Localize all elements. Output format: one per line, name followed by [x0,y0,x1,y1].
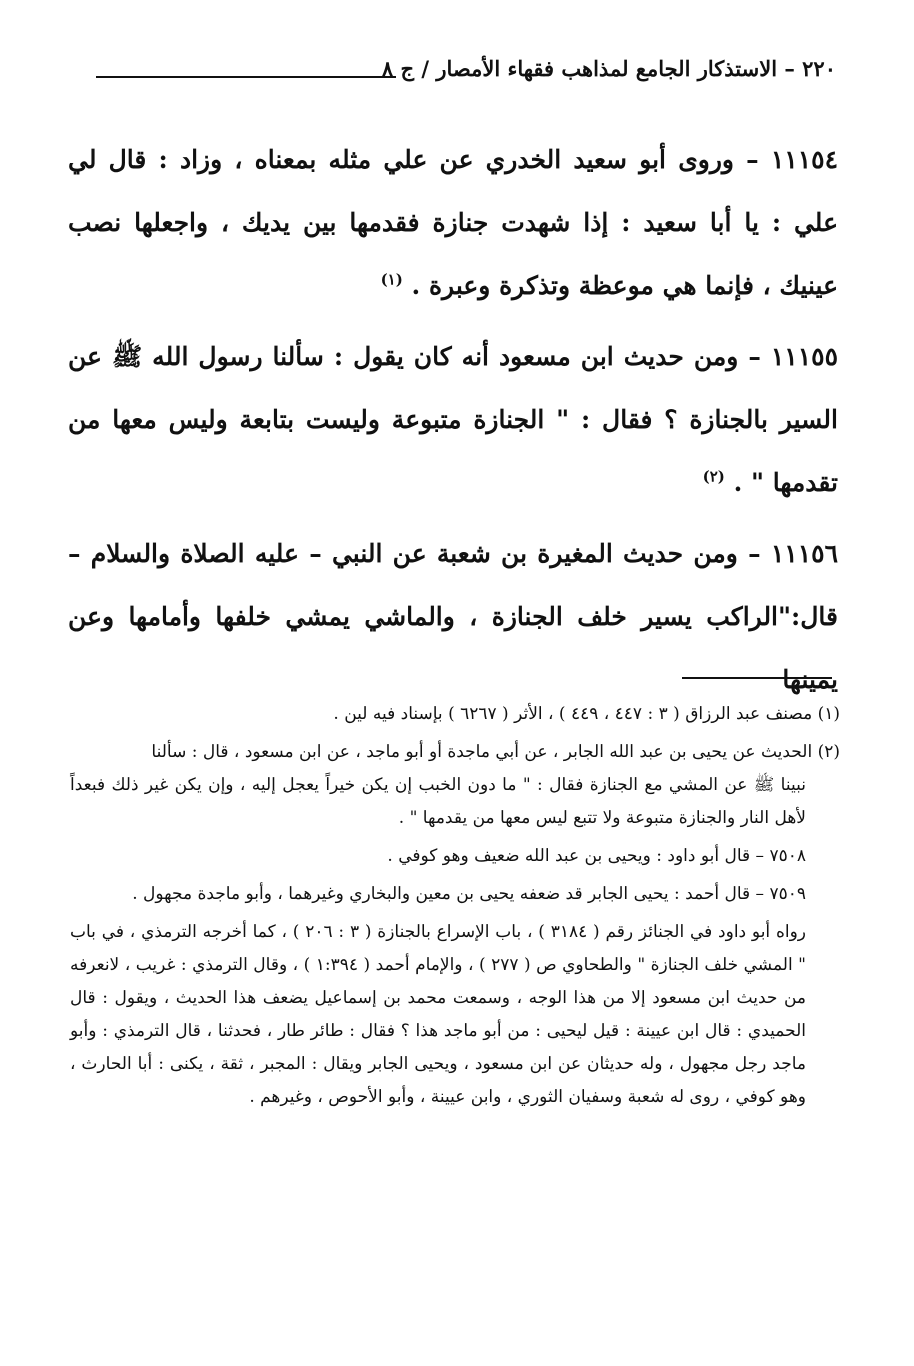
paragraph-11155 [68,325,838,514]
footnote-ref[interactable]: (٢) [702,467,725,486]
main-text [68,128,838,719]
footnote-separator [682,677,832,679]
paragraph-text: – ومن حديث ابن مسعود أنه كان يقول : سألنا رسول الله ﷺ عن السير بالجنازة ؟ فقال : " الجنازة متبوعة وليست بتابعة وليس معها من تقدمها " . [68,342,838,497]
paragraph-number: ١١١٥٥ [770,342,838,371]
footnote-1: (١) مصنف عبد الرزاق ( ٣ : ٤٤٧ ، ٤٤٩ ) ، الأثر ( ٦٢٦٧ ) بإسناد فيه لين . [333,704,840,724]
footnote-2-head: (٢) الحديث عن يحيى بن عبد الله الجابر ، عن أبي ماجدة أو أبو ماجد ، عن ابن مسعود ، قال : سألنا [151,742,840,762]
paragraph-text: – ومن حديث المغيرة بن شعبة عن النبي – عليه الصلاة والسلام – قال:"الراكب يسير خلف الجنازة ، والماشي يمشي خلفها وأمامها وعن يمينها [68,539,838,694]
running-header: ٢٢٠ – الاستذكار الجامع لمذاهب فقهاء الأمصار / ج ٨ [381,56,836,81]
paragraph-11154 [68,128,838,317]
footnote-2-continuation: نبينا ﷺ عن المشي مع الجنازة فقال : " ما دون الخبب إن يكن خيراً يعجل إليه ، وإن يكن غير ذلك فبعداً لأهل النار والجنازة متبوعة ولا تتبع ليس معها من يقدمها " . [70,775,806,828]
paragraph-11156 [68,522,838,711]
paragraph-text: – وروى أبو سعيد الخدري عن علي مثله بمعناه ، وزاد : قال لي علي : يا أبا سعيد : إذا شهدت جنازة فقدمها بين يديك ، واجعلها نصب عينيك ، فإنما هي موعظة وتذكرة وعبرة . [68,145,838,300]
paragraph-number: ١١١٥٤ [770,145,838,174]
footnotes [70,698,840,1114]
header-rule [96,76,396,78]
footnote-7509: ٧٥٠٩ – قال أحمد : يحيى الجابر قد ضعفه يحيى بن معين والبخاري وغيرهما ، وأبو ماجدة مجهول . [132,884,806,904]
footnote-7508: ٧٥٠٨ – قال أبو داود : ويحيى بن عبد الله ضعيف وهو كوفي . [387,846,806,866]
paragraph-number: ١١١٥٦ [770,539,838,568]
footnote-ref[interactable]: (١) [380,270,403,289]
footnote-2-commentary: رواه أبو داود في الجنائز رقم ( ٣١٨٤ ) ، باب الإسراع بالجنازة ( ٣ : ٢٠٦ ) ، كما أخرجه الترمذي ، في باب " المشي خلف الجنازة " والطحاوي ص ( ٢٧٧ ) ، والإمام أحمد ( ١:٣٩٤ ) ، وقال الترمذي : غريب ، لانعرفه من حديث ابن مسعود إلا من هذا الوجه ، وسمعت محمد بن إسماعيل يضعف هذا الحديث ، ويقول : قال الحميدي : قال ابن عيينة : قيل ليحيى : من أبو ماجد هذا ؟ فقال : طائر طار ، فحدثنا ، قال الترمذي : وأبو ماجد رجل مجهول ، وله حديثان عن ابن مسعود ، ويحيى الجابر ويقال : المجبر ، ثقة ، يكنى : أبا الحارث ، وهو كوفي ، روى له شعبة وسفيان الثوري ، وابن عيينة ، وأبو الأحوص ، وغيرهم . [70,922,806,1107]
